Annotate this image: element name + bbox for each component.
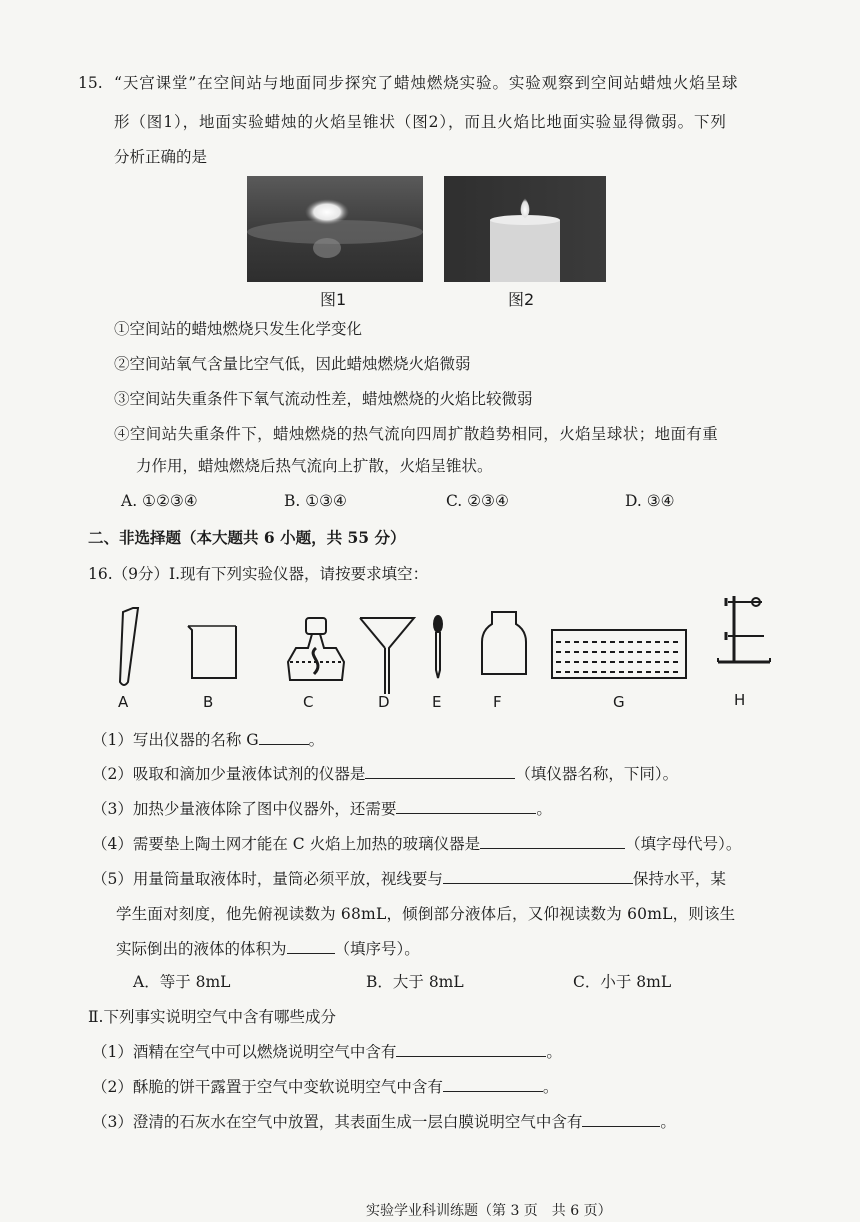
q16-header: 16.（9分）Ⅰ.现有下列实验仪器，请按要求填空： xyxy=(88,565,429,583)
dropper-icon xyxy=(434,616,442,678)
spherical-flame-image xyxy=(247,176,423,282)
q16-item-1-text: （1）写出仪器的名称 G xyxy=(92,731,259,749)
apparatus-letter-b: B xyxy=(203,693,214,711)
q16-item-5-text: （5）用量筒量取液体时，量筒必须平放，视线要与 xyxy=(92,870,443,888)
figure-2-photo xyxy=(444,176,606,282)
q16-item-4-text: （4）需要垫上陶土网才能在 C 火焰上加热的玻璃仪器是 xyxy=(92,835,481,853)
q15-stem-line3: 分析正确的是 xyxy=(114,148,208,166)
q16-item-5-line3 xyxy=(116,937,420,960)
apparatus-letter-e: E xyxy=(432,693,442,711)
apparatus-letter-f: F xyxy=(493,693,502,711)
part-2-item-1-end: 。 xyxy=(546,1043,562,1061)
wide-mouth-bottle-icon xyxy=(482,612,526,674)
part-2-item-1-text: （1）酒精在空气中可以燃烧说明空气中含有 xyxy=(92,1043,397,1061)
part-2-item-1 xyxy=(92,1040,562,1063)
part-2-item-2-text: （2）酥脆的饼干露置于空气中变软说明空气中含有 xyxy=(92,1078,443,1096)
q16-item-1 xyxy=(92,728,324,751)
statement-3: ③空间站失重条件下氧气流动性差，蜡烛燃烧的火焰比较微弱 xyxy=(114,390,533,408)
q16-item-3-text: （3）加热少量液体除了图中仪器外，还需要 xyxy=(92,800,397,818)
q16-item-2 xyxy=(92,762,678,785)
apparatus-illustrations xyxy=(0,590,860,720)
answer-blank-5b[interactable] xyxy=(287,937,335,954)
section-2-title: 二、非选择题（本大题共 6 小题，共 55 分） xyxy=(88,528,406,547)
q16-item-3-end: 。 xyxy=(536,800,552,818)
part-2-item-3-end: 。 xyxy=(660,1113,676,1131)
figure-1-label: 图1 xyxy=(320,290,347,309)
alcohol-lamp-icon xyxy=(288,618,344,680)
answer-blank-4[interactable] xyxy=(480,832,625,849)
part-2-item-2-end: 。 xyxy=(542,1078,559,1096)
answer-blank-6[interactable] xyxy=(396,1040,546,1057)
q15-stem-line2: 形（图1），地面实验蜡烛的火焰呈锥状（图2），而且火焰比地面实验显得微弱。下列 xyxy=(114,113,727,131)
q15-number: 15. xyxy=(78,74,103,92)
water-trough-icon xyxy=(552,630,686,678)
part-2-item-3-text: （3）澄清的石灰水在空气中放置，其表面生成一层白膜说明空气中含有 xyxy=(92,1113,583,1131)
q16-item-5c-text: 实际倒出的液体的体积为 xyxy=(116,940,287,958)
apparatus-letter-h: H xyxy=(734,691,746,709)
q16-item-2-text: （2）吸取和滴加少量液体试剂的仪器是 xyxy=(92,765,366,783)
statement-1: ①空间站的蜡烛燃烧只发生化学变化 xyxy=(114,320,363,338)
q16-5-option-a: A．等于 8mL xyxy=(133,973,231,991)
q15-option-b: B. ①③④ xyxy=(284,492,347,510)
answer-blank-8[interactable] xyxy=(582,1110,660,1127)
q16-5-option-b: B．大于 8mL xyxy=(366,973,464,991)
q16-item-5-end: 保持水平，某 xyxy=(632,870,726,888)
apparatus-letter-d: D xyxy=(378,693,390,711)
q16-5-option-c: C．小于 8mL xyxy=(573,973,672,991)
figure-2-label: 图2 xyxy=(508,290,535,309)
q15-option-a: A. ①②③④ xyxy=(121,492,198,510)
q16-item-2-end: （填仪器名称，下同）。 xyxy=(515,765,679,783)
q16-item-3 xyxy=(92,797,552,820)
part-2-item-3 xyxy=(92,1110,676,1133)
statement-4-line1: ④空间站失重条件下，蜡烛燃烧的热气流向四周扩散趋势相同，火焰呈球状；地面有重 xyxy=(114,425,719,443)
statement-2: ②空间站氧气含量比空气低，因此蜡烛燃烧火焰微弱 xyxy=(114,355,471,373)
answer-blank-1[interactable] xyxy=(259,728,309,745)
q16-item-4-end: （填字母代号）。 xyxy=(625,835,742,853)
apparatus-letter-a: A xyxy=(118,693,129,711)
apparatus-letter-c: C xyxy=(303,693,314,711)
iron-stand-icon xyxy=(718,596,770,662)
q15-option-c: C. ②③④ xyxy=(446,492,509,510)
figure-1-photo xyxy=(247,176,423,282)
answer-blank-5a[interactable] xyxy=(443,867,633,884)
q16-item-1-end: 。 xyxy=(308,731,325,749)
candle-cone-flame-image xyxy=(444,176,606,282)
q16-item-4 xyxy=(92,832,741,855)
q16-item-5c-end: （填序号）。 xyxy=(334,940,420,958)
part-2-header: Ⅱ.下列事实说明空气中含有哪些成分 xyxy=(88,1008,336,1026)
part-2-item-2 xyxy=(92,1075,558,1098)
apparatus-letter-g: G xyxy=(613,693,625,711)
page-footer: 实验学业科训练题（第 3 页 共 6 页） xyxy=(366,1203,612,1219)
answer-blank-3[interactable] xyxy=(396,797,536,814)
test-tube-icon xyxy=(120,608,138,685)
q15-option-d: D. ③④ xyxy=(625,492,675,510)
funnel-icon xyxy=(360,618,414,694)
q16-item-5-line2: 学生面对刻度，他先俯视读数为 68mL，倾倒部分液体后，又仰视读数为 60mL，则该生 xyxy=(116,905,736,923)
statement-4-line2: 力作用，蜡烛燃烧后热气流向上扩散，火焰呈锥状。 xyxy=(136,457,493,475)
answer-blank-2[interactable] xyxy=(365,762,515,779)
answer-blank-7[interactable] xyxy=(443,1075,543,1092)
q16-item-5-line1 xyxy=(92,867,726,890)
beaker-icon xyxy=(188,626,236,678)
q15-stem-line1: “天宫课堂”在空间站与地面同步探究了蜡烛燃烧实验。实验观察到空间站蜡烛火焰呈球 xyxy=(114,74,739,92)
